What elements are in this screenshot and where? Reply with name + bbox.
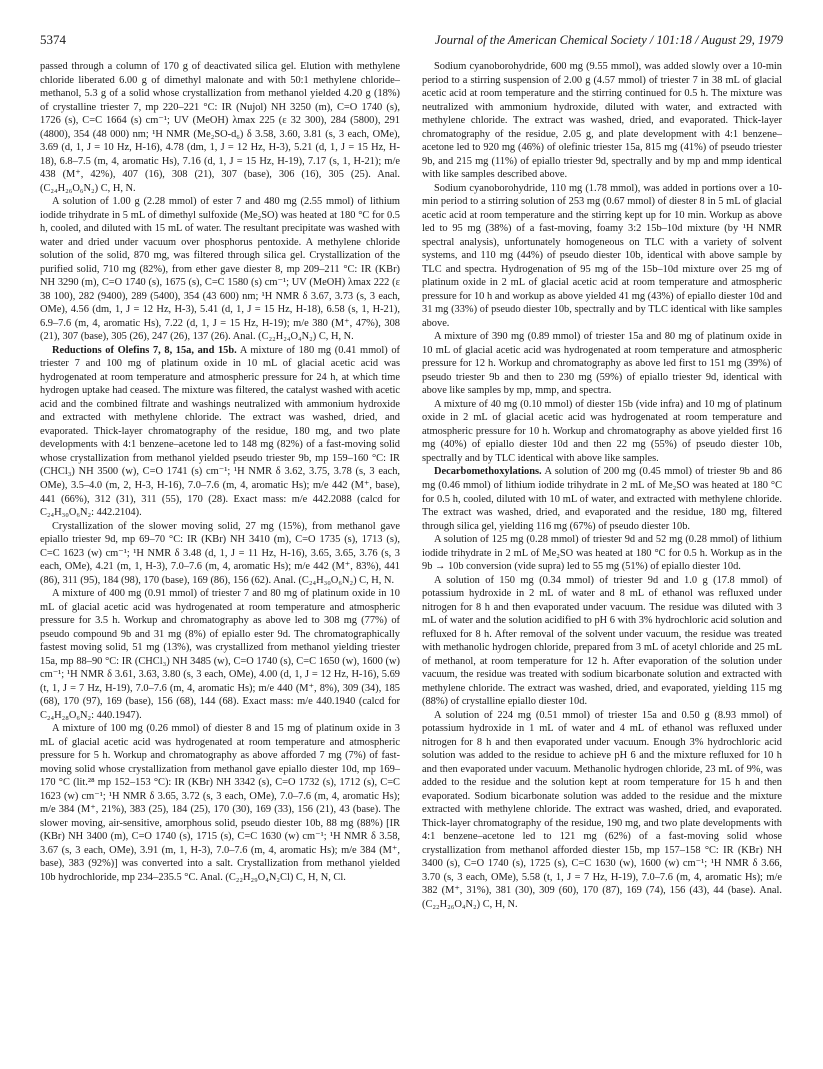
paragraph xyxy=(422,60,782,182)
paragraph xyxy=(422,574,782,709)
paragraph xyxy=(422,709,782,912)
paragraph-text: A solution of 150 mg (0.34 mmol) of triester 9d and 1.0 g (17.8 mmol) of potassium hydroxide in 2 mL of water and 8 mL of ethanol was refluxed under nitrogen for 8 h and then evaporated under vacuum. The residue was diluted with 3 mL of water and the solution acidified to pH 6 with 3% hydrochloric acid solution and refluxed for 8 h. After removal of the solvent under vacuum, the residue was treated with methanolic hydrogen chloride, prepared from 3 mL of acetyl chloride and 25 mL of methanol, at room temperature for 12 h. After evaporation of the solution under vacuum, the residue was treated with sodium bicarbonate solution and extracted with methylene chloride. The extract was washed, dried, and evaporated, yielding 115 mg (88%) of crystalline epiallo diester 10d. xyxy=(422,574,782,708)
paragraph-heading: Reductions of Olefins 7, 8, 15a, and 15b. xyxy=(52,344,237,356)
paragraph-text: passed through a column of 170 g of deactivated silica gel. Elution with methylene chloride liberated 6.00 g of dimethyl malonate and with 50:1 methylene chloride–methanol, 5.3 g of a solid whose crystallization from methanol yielded 4.20 g (18%) of crystalline triester 7, mp 220–221 °C: IR (Nujol) NH 3250 (m), C=O 1740 (s), 1726 (s), C=C 1664 (s) cm⁻¹; UV (MeOH) λmax 225 (ε 32 300), 284 (5800), 291 (4800), 354 (48 000) nm; ¹H NMR (Me₂SO-d₆) δ 3.58, 3.60, 3.81 (s, 3 each, OMe), 3.69 (d, 1, J = 10 Hz, H-16), 4.78 (dm, 1, J = 12 Hz, H-3), 5.21 (d, 1, J = 15 Hz, H-18), 6.8–7.5 (m, 4, aromatic Hs), 7.16 (d, 1, J = 15 Hz, H-19), 7.17 (s, 1, H-21); m/e 438 (M⁺, 42%), 407 (16), 308 (21), 307 (base), 306 (16), 305 (25). Anal. (C₂₄H₂₆O₆N₂) C, H, N. xyxy=(40,61,400,194)
page-number: 5374 xyxy=(40,32,66,47)
paragraph-text: A solution of 224 mg (0.51 mmol) of triester 15a and 0.50 g (8.93 mmol) of potassium hydroxide in 1 mL of water and 4 mL of ethanol was refluxed under nitrogen for 8 h and then evaporated under vacuum. Enough 3% hydrochloric acid solution was added to the residue to achieve pH 6 and the mixture refluxed for 10 h and then evaporated under vacuum. Methanolic hydrogen chloride, 23 mL of 9%, was added to the residue and the solution kept at room temperature for 15 h and then evaporated. Sodium bicarbonate solution was added to the residue and the mixture extracted with methylene chloride. The extract was washed, dried, and evaporated. Thick-layer chromatography of the residue, 190 mg, and two plate developments with 4:1 benzene–acetone led to 121 mg (62%) of a fast-moving solid whose crystallization from methanol afforded diester 15b, mp 157–158 °C: IR (KBr) NH 3400 (s), C=O 1740 (s), 1725 (s), C=C 1630 (w), 1600 (w) cm⁻¹; ¹H NMR δ 3.66, 3.70 (s, 3 each, OMe), 5.58 (t, 1, J = 7 Hz, H-19), 7.0–7.6 (m, 4, aromatic Hs); m/e 382 (M⁺, 31%), 381 (30), 309 (60), 170 (87), 169 (74), 156 (43), 44 (base). Anal. (C₂₂H₂₆O₄N₂) C, H, N. xyxy=(422,709,782,910)
paragraph xyxy=(40,344,400,520)
right-column xyxy=(422,60,782,911)
paragraph xyxy=(40,60,400,195)
journal-citation: Journal of the American Chemical Society / 101:18 / August 29, 1979 xyxy=(434,33,783,47)
paragraph xyxy=(422,182,782,331)
paragraph-text: A solution of 1.00 g (2.28 mmol) of ester 7 and 480 mg (2.55 mmol) of lithium iodide trihydrate in 5 mL of dimethyl sulfoxide (Me₂SO) was heated at 180 °C for 0.5 h, cooled, and diluted with 15 mL of water. The resultant precipitate was washed with water and dried under vacuum over phosphorus pentoxide. A methylene chloride solution of the solid, 870 mg, was filtered through silica gel. Crystallization of the purified solid, 710 mg (82%), from ether gave diester 8, mp 209–211 °C: IR (KBr) NH 3290 (m), C=O 1740 (s), 1675 (s), C=C 1580 (s) cm⁻¹; UV (MeOH) λmax 222 (ε 38 100), 282 (9400), 289 (5400), 354 (43 600) nm; ¹H NMR δ 3.67, 3.73 (s, 3 each, OMe), 4.56 (dm, 1, J = 12 Hz, H-3), 5.41 (d, 1, J = 15 Hz, H-18), 6.58 (s, 1, H-21), 6.9–7.6 (m, 4, aromatic Hs), 7.22 (d, 1, J = 15 Hz, H-19); m/e 380 (M⁺, 47%), 308 (21), 307 (base), 305 (26), 247 (26), 137 (26). Anal. (C₂₂H₂₄O₄N₂) C, H, N. xyxy=(40,196,400,343)
paragraph xyxy=(422,398,782,466)
paragraph xyxy=(422,465,782,533)
paragraph xyxy=(40,195,400,344)
paragraph xyxy=(40,587,400,722)
paragraph xyxy=(422,330,782,398)
paragraph xyxy=(40,520,400,588)
paragraph-text: A solution of 200 mg (0.45 mmol) of triester 9b and 86 mg (0.46 mmol) of lithium iodide trihydrate in 2 mL of Me₂SO was heated at 180 °C for 0.5 h, cooled, diluted with 10 mL of water, and extracted with methylene chloride. The extract was washed, dried, and evaporated and the residue, 180 mg, filtered through silica gel, yielding 116 mg (67%) of pseudo diester 10b. xyxy=(422,466,782,532)
paragraph-text: A mixture of 100 mg (0.26 mmol) of diester 8 and 15 mg of platinum oxide in 3 mL of glacial acetic acid was hydrogenated at room temperature and atmospheric pressure for 5 h. Workup and chromatography as above afforded 7 mg (7%) of fast-moving solid whose crystallization from methanol gave epiallo diester 10d, mp 169–170 °C (lit.²⁸ mp 152–153 °C): IR (KBr) NH 3342 (s), C=O 1732 (s), 1712 (s), C=C 1623 (w) cm⁻¹; ¹H NMR δ 3.65, 3.72 (s, 3 each, OMe), 7.0–7.6 (m, 4, aromatic Hs); m/e 384 (M⁺, 21%), 383 (25), 184 (25), 170 (30), 169 (33), 156 (21), 43 (base). The slower moving, air-sensitive, amorphous solid, pseudo diester 10b, 88 mg (88%) [IR (KBr) NH 3400 (m), C=O 1740 (s), 1715 (s), C=C 1630 (w) cm⁻¹; ¹H NMR δ 3.58, 3.67 (s, 3 each, OMe), 3.91 (m, 1, H-3), 7.0–7.6 (m, 4, aromatic Hs); m/e 384 (M⁺, base), 383 (92%)] was converted into a salt. Crystallization from methanol yielded 10b hydrochloride, mp 234–235.5 °C. Anal. (C₂₂H₂₉O₄N₂Cl) C, H, N, Cl. xyxy=(40,723,400,883)
paragraph-heading: Decarbomethoxylations. xyxy=(434,466,542,478)
paragraph-text: A mixture of 390 mg (0.89 mmol) of triester 15a and 80 mg of platinum oxide in 10 mL of glacial acetic acid was hydrogenated at room temperature and atmospheric pressure for 12 h. Workup and chromatography as above led first to 151 mg (39%) of pseudo triester 9b and then to 230 mg (59%) of epiallo triester 9d, identical with above like samples by mp, mmp, and spectra. xyxy=(422,331,782,397)
body-columns xyxy=(40,60,783,911)
page-header xyxy=(40,32,783,48)
paragraph-text: A mixture of 180 mg (0.41 mmol) of triester 7 and 100 mg of platinum oxide in 10 mL of glacial acetic acid was hydrogenated at room temperature and atmospheric pressure for 24 h, at which time hydrogen uptake had ceased. The mixture was filtered, the catalyst washed with acetic acid and the combined filtrate and washings neutralized with ammonium hydroxide and extracted with methylene chloride. The extract was washed, dried, and evaporated. Thick-layer chromatography of the residue, 180 mg, and two plate developments with 4:1 benzene–acetone led to 148 mg (82%) of a fast-moving solid whose crystallization from methanol yielded pseudo triester 9b, mp 159–160 °C: IR (CHCl₃) NH 3500 (w), C=O 1741 (s) cm⁻¹; ¹H NMR δ 3.62, 3.75, 3.78 (s, 3 each, OMe), 3.5–4.0 (m, 2, H-3, H-16), 7.0–7.6 (m, 4, aromatic Hs); m/e 442 (M⁺, base), 441 (66%), 312 (31), 311 (55), 170 (28). Exact mass: m/e 442.2088 (calcd for C₂₄H₃₀O₆N₂: 442.2104). xyxy=(40,344,401,519)
paragraph xyxy=(40,722,400,884)
paragraph xyxy=(422,533,782,574)
paragraph-text: Sodium cyanoborohydride, 110 mg (1.78 mmol), was added in portions over a 10-min period to a stirring solution of 253 mg (0.67 mmol) of diester 8 in 5 mL of glacial acetic acid at room temperature and the stirring kept up for 10 min. Workup as above led to 95 mg (38%) of a fast-moving, foamy 3:2 15b–10d mixture (by ¹H NMR spectral analysis), unfortunately homogeneous on TLC with a variety of solvent systems, and 110 mg (44%) of pseudo diester 10b, identical with above sample by TLC and spectra. Hydrogenation of 95 mg of the 15b–10d mixture over 25 mg of platinum oxide in 2 mL of glacial acetic acid at room temperature and atmospheric pressure for 10 h and workup as above yielded 41 mg (43%) of epiallo diester 10d and 31 mg (33%) of pseudo diester 10b, spectrally and by TLC identical with like samples above. xyxy=(422,182,782,329)
paragraph-text: A solution of 125 mg (0.28 mmol) of triester 9d and 52 mg (0.28 mmol) of lithium iodide trihydrate in 2 mL of Me₂SO was heated at 180 °C for 0.5 h. Workup as in the 9b → 10b conversion (vide supra) led to 55 mg (51%) of epiallo diester 10d. xyxy=(422,534,782,573)
paragraph-text: Sodium cyanoborohydride, 600 mg (9.55 mmol), was added slowly over a 10-min period to a stirring suspension of 2.00 g (4.57 mmol) of triester 7 in 38 mL of glacial acetic acid at room temperature and the stirring continued for 0.5 h. The mixture was neutralized with ammonium hydroxide, diluted with water, and extracted with methylene chloride. The extract was washed, dried, and evaporated. Thick-layer chromatography of the residue, 2.05 g, and plate development with 4:1 benzene–acetone led to 920 mg (46%) of olefinic triester 15a, 815 mg (41%) of pseudo triester 9b, and 215 mg (11%) of epiallo triester 9d, spectrally and by mp and mmp identical with like samples described above. xyxy=(422,61,782,181)
paragraph-text: Crystallization of the slower moving solid, 27 mg (15%), from methanol gave epiallo triester 9d, mp 69–70 °C: IR (KBr) NH 3410 (m), C=O 1735 (s), 1713 (s), C=C 1623 (w) cm⁻¹; ¹H NMR δ 3.48 (d, 1, J = 11 Hz, H-16), 3.65, 3.65, 3.76 (s, 3 each, OMe), 4.21 (m, 1, H-3), 7.0–7.6 (m, 4, aromatic Hs); m/e 442 (M⁺, 83%), 441 (86), 311 (95), 184 (98), 170 (base), 169 (86), 156 (62). Anal. (C₂₄H₃₀O₆N₂) C, H, N. xyxy=(40,520,400,586)
left-column xyxy=(40,60,400,911)
paragraph-text: A mixture of 400 mg (0.91 mmol) of triester 7 and 80 mg of platinum oxide in 10 mL of glacial acetic acid was hydrogenated at room temperature and atmospheric pressure for 3.5 h. Workup and chromatography as above led to 308 mg (77%) of pseudo compound 9b and 31 mg (8%) of epiallo ester 9d. The chromatographically fastest moving solid, 51 mg (13%), was crystallized from methanol yielding triester 15a, mp 88–90 °C: IR (CHCl₃) NH 3485 (w), C=O 1740 (s), C=C 1650 (w), 1600 (w) cm⁻¹; ¹H NMR δ 3.61, 3.63, 3.80 (s, 3 each, OMe), 4.00 (d, 1, J = 12 Hz, H-16), 5.69 (t, 1, J = 7 Hz, H-19), 7.0–7.6 (m, 4, aromatic Hs); m/e 440 (M⁺, 8%), 309 (34), 185 (68), 170 (97), 169 (base), 156 (68), 144 (68). Exact mass: m/e 440.1940 (calcd for C₂₄H₂₈O₆N₂: 440.1947). xyxy=(40,588,400,721)
paragraph-text: A mixture of 40 mg (0.10 mmol) of diester 15b (vide infra) and 10 mg of platinum oxide in 2 mL of glacial acetic acid was hydrogenated at room temperature and atmospheric pressure for 10 h. Workup and chromatography as above yielded first 16 mg (40%) of epiallo diester 10d and then 22 mg (55%) of pseudo diester 10b, spectrally and by TLC identical with above like samples. xyxy=(422,398,782,464)
